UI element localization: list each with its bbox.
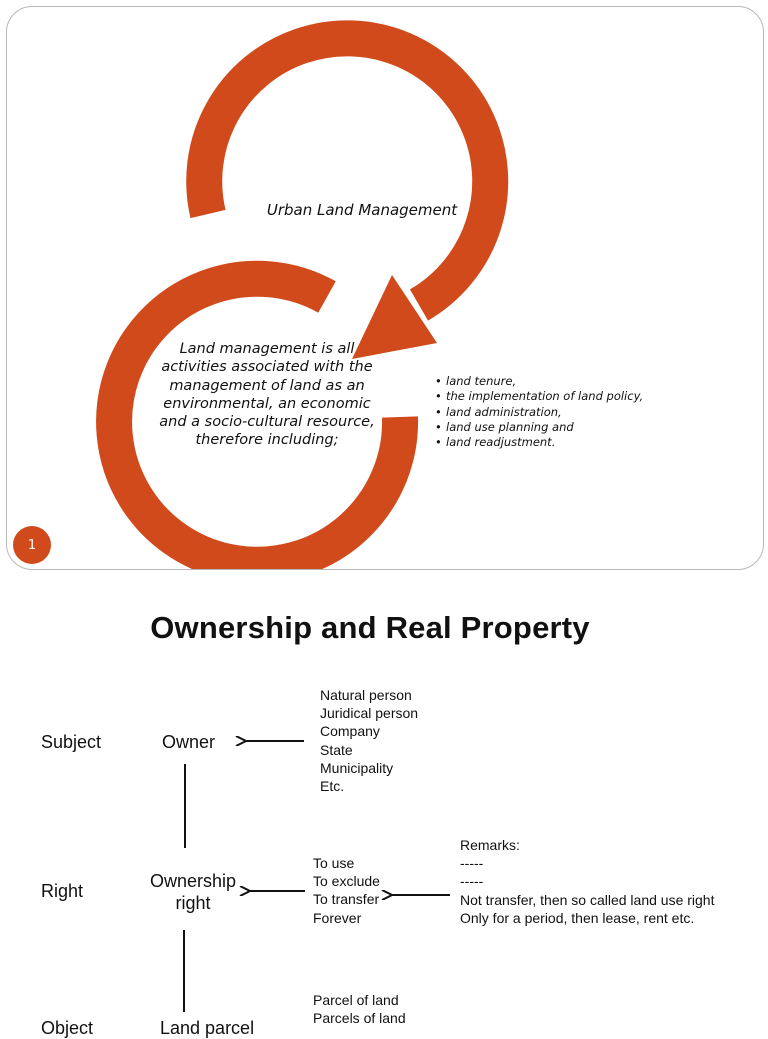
row-label-subject: Subject (41, 732, 102, 752)
diagram-connectors (0, 580, 768, 1024)
ring-title: Urban Land Management (266, 201, 458, 219)
bullet-item: • land administration, (435, 406, 655, 419)
row-label-right: Right (41, 881, 84, 901)
rights-list: To use To exclude To transfer Forever (313, 855, 380, 926)
bullet-item: • land tenure, (435, 375, 655, 388)
object-node: Land parcel (160, 1018, 255, 1038)
bullet-item: • land readjustment. (435, 436, 655, 449)
objects-list: Parcel of land Parcels of land (313, 992, 406, 1027)
owner-types-list: Natural person Juridical person Company State Municipality Etc. (320, 687, 419, 795)
circular-arrows-graphic (7, 7, 763, 569)
ownership-diagram (0, 580, 768, 1038)
row-label-object: Object (41, 1018, 94, 1038)
remarks-list: Remarks: ----- ----- Not transfer, then so called land use right Only for a period, then lease, rent etc. (460, 837, 715, 926)
slide-urban-land-management (6, 6, 764, 570)
owner-node: Owner (162, 732, 216, 752)
bullet-item: • land use planning and (435, 421, 655, 434)
diagram-title: Ownership and Real Property (150, 610, 590, 645)
bullet-list (435, 375, 655, 451)
bullet-item: • the implementation of land policy, (435, 390, 655, 403)
ring-body-text: Land management is all activities associated with the management of land as an environmental, an economic and a socio-cultural resource, therefore including; (159, 341, 375, 449)
page-number-badge: 1 (13, 526, 51, 564)
ownership-right-node: Ownership right (149, 871, 237, 913)
